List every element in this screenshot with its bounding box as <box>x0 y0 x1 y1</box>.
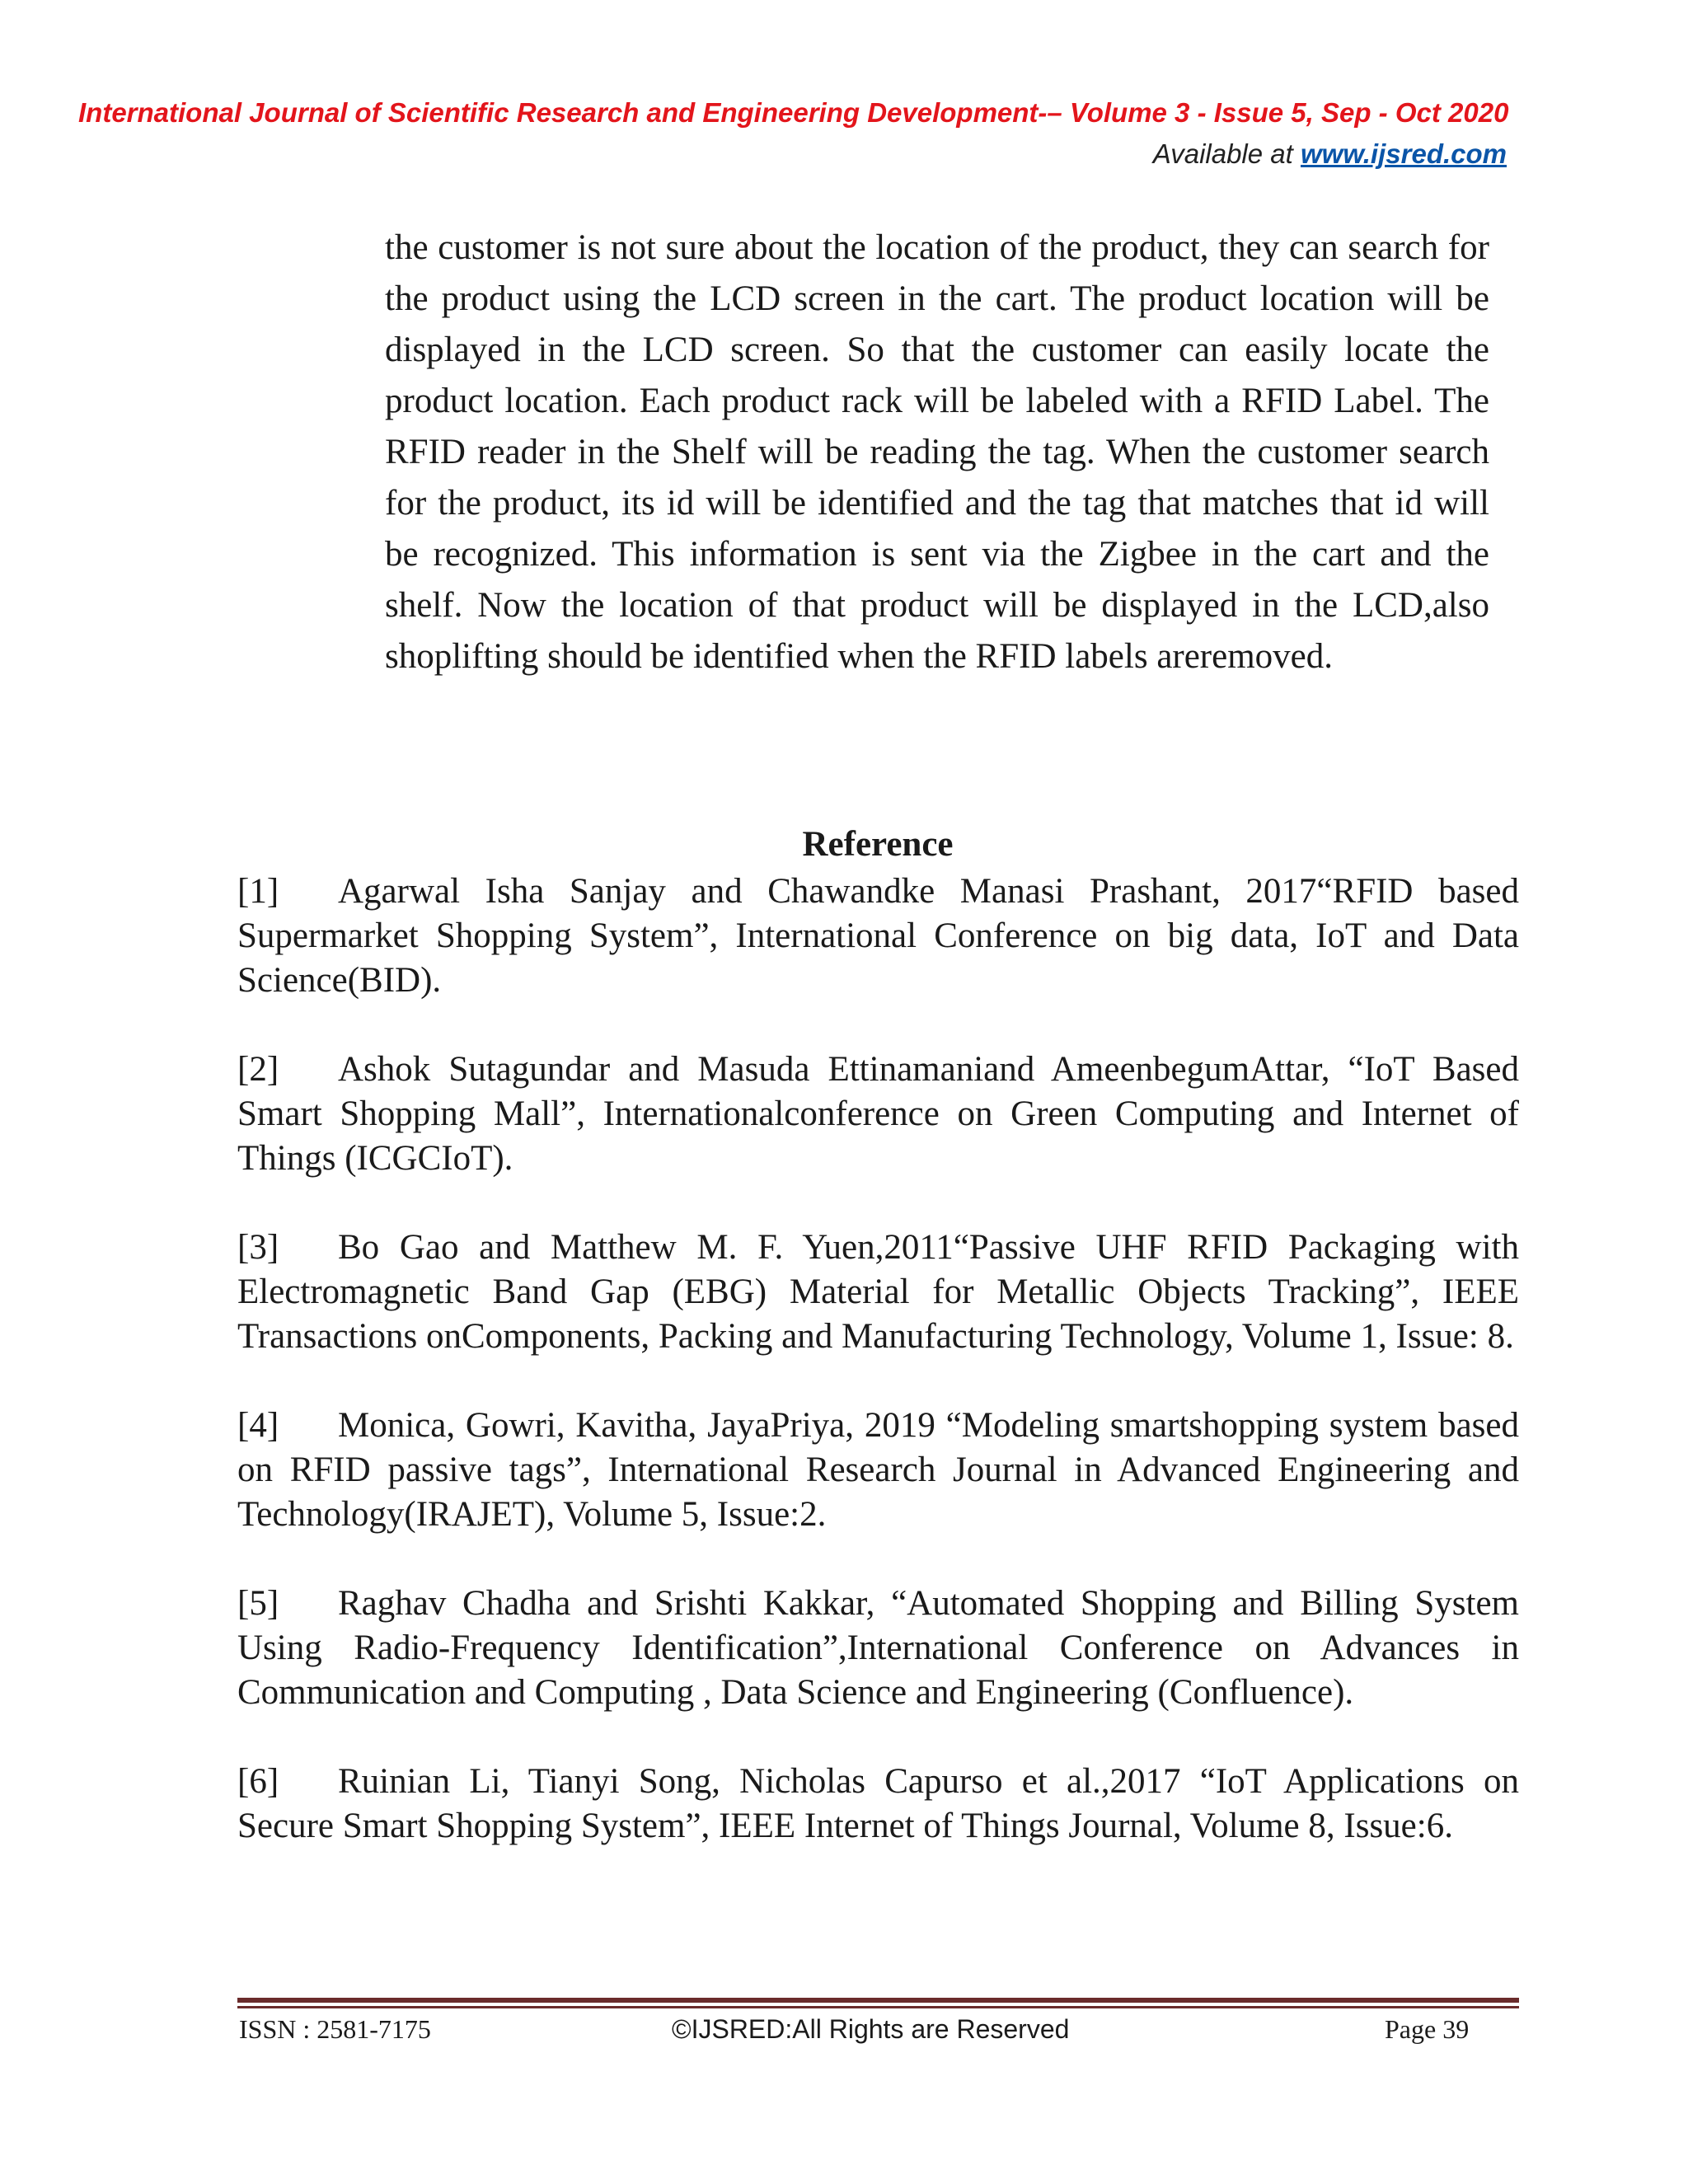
reference-item <box>237 869 1519 1003</box>
footer-divider-thick <box>237 1998 1519 2003</box>
availability-line <box>1153 138 1507 170</box>
body-paragraph: the customer is not sure about the location of the product, they can search for the product using the LCD screen in the cart. The product location will be displayed in the LCD screen. So that the customer can easily locate the product location. Each product rack will be labeled with a RFID Label. The RFID reader in the Shelf will be reading the tag. When the customer search for the product, its id will be identified and the tag that matches that id will be recognized. This information is sent via the Zigbee in the cart and the shelf. Now the location of that product will be displayed in the LCD,also shoplifting should be identified when the RFID labels areremoved. <box>385 228 1489 676</box>
reference-item <box>237 1582 1519 1715</box>
journal-website-link[interactable]: www.ijsred.com <box>1300 138 1507 169</box>
reference-number: [4] <box>237 1406 279 1445</box>
reference-list <box>237 869 1519 1893</box>
reference-number: [2] <box>237 1050 279 1089</box>
reference-item <box>237 1760 1519 1849</box>
reference-item <box>237 1047 1519 1181</box>
reference-text: Monica, Gowri, Kavitha, JayaPriya, 2019 “Modeling smartshopping system based on RFID passive tags”, International Research Journal in Advanced Engineering and Technology(IRAJET), Volume 5, Issue:2. <box>237 1406 1519 1534</box>
journal-header: International Journal of Scientific Research and Engineering Development-– Volume 3 - Issue 5, Sep - Oct 2020 <box>78 97 1509 128</box>
reference-number: [3] <box>237 1228 279 1267</box>
reference-number: [6] <box>237 1762 279 1801</box>
reference-text: Ashok Sutagundar and Masuda Ettinamaniand AmeenbegumAttar, “IoT Based Smart Shopping Mall”, Internationalconference on Green Computing and Internet of Things (ICGCIoT). <box>237 1050 1519 1178</box>
reference-text: Raghav Chadha and Srishti Kakkar, “Automated Shopping and Billing System Using Radio-Frequency Identification”,International Conference on Advances in Communication and Computing , Data Science and Engineering (Confluence). <box>237 1584 1519 1712</box>
available-prefix: Available at <box>1152 138 1301 169</box>
reference-number: [1] <box>237 872 279 911</box>
footer-copyright: ©IJSRED:All Rights are Reserved <box>672 2014 1070 2044</box>
reference-text: Bo Gao and Matthew M. F. Yuen,2011“Passive UHF RFID Packaging with Electromagnetic Band Gap (EBG) Material for Metallic Objects Tracking”, IEEE Transactions onComponents, Packing and Manufacturing Technology, Volume 1, Issue: 8. <box>237 1228 1519 1356</box>
reference-item <box>237 1226 1519 1359</box>
reference-number: [5] <box>237 1584 279 1623</box>
reference-heading: Reference <box>802 825 954 864</box>
footer-issn: ISSN : 2581-7175 <box>239 2014 431 2044</box>
footer-divider-thin <box>237 2006 1519 2008</box>
reference-item <box>237 1404 1519 1537</box>
reference-text: Ruinian Li, Tianyi Song, Nicholas Capurso et al.,2017 “IoT Applications on Secure Smart Shopping System”, IEEE Internet of Things Journal, Volume 8, Issue:6. <box>237 1762 1519 1845</box>
footer-page-number: Page 39 <box>1385 2014 1470 2044</box>
reference-text: Agarwal Isha Sanjay and Chawandke Manasi Prashant, 2017“RFID based Supermarket Shopping System”, International Conference on big data, IoT and Data Science(BID). <box>237 872 1519 1000</box>
